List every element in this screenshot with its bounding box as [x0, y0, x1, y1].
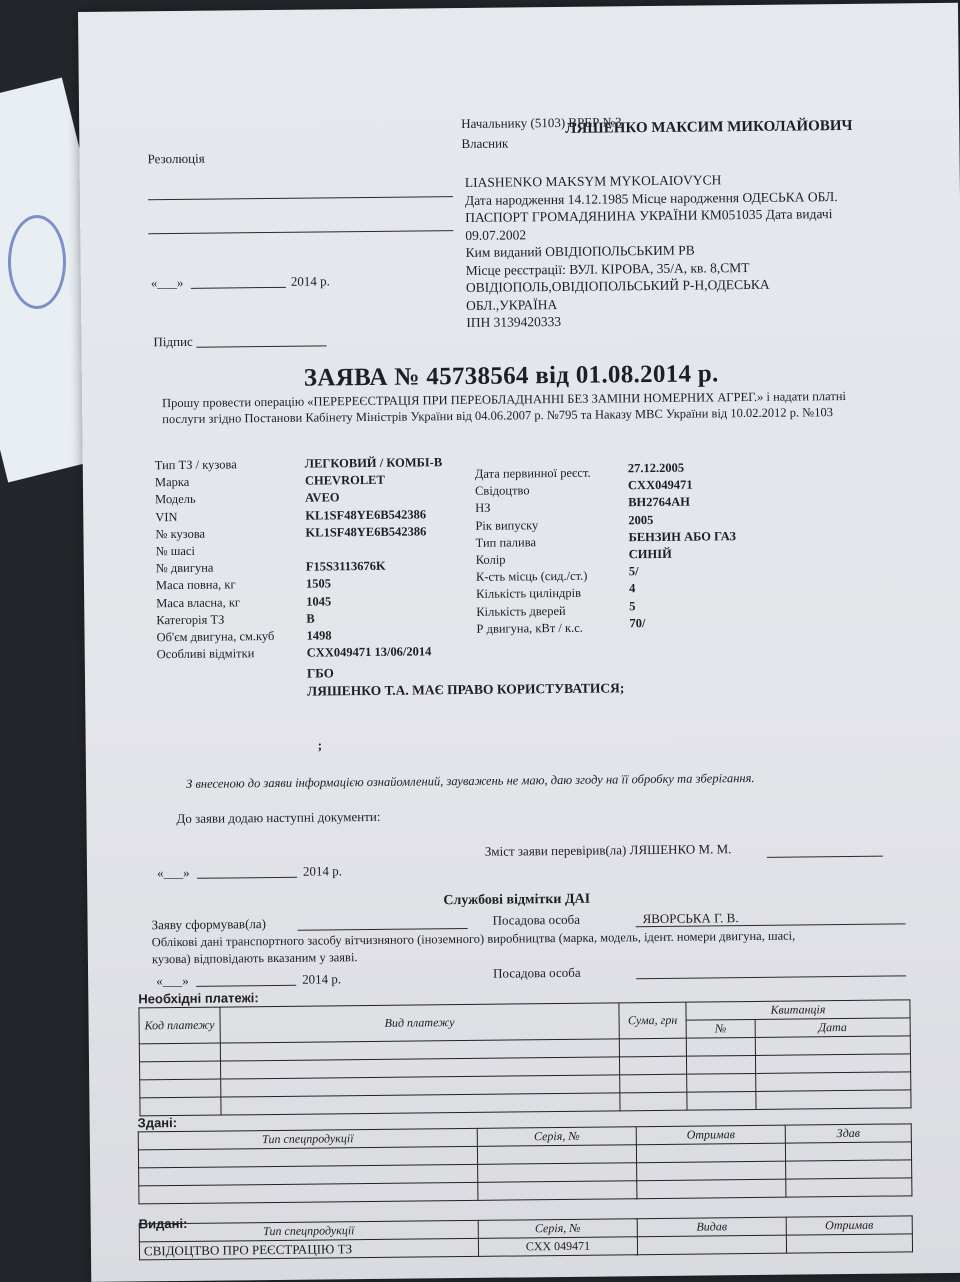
payments-header-code: Код платежу: [139, 1007, 220, 1044]
vehicle-label: № кузова: [155, 526, 206, 541]
vehicle-value: KL1SF48YE6B542386: [305, 506, 427, 523]
vehicle-label: Тип палива: [475, 534, 537, 550]
vehicle-label: К-сть місць (сид./ст.): [475, 568, 588, 584]
vehicle-label: Кількість дверей: [476, 603, 566, 619]
owner-detail-line: ПАСПОРТ ГРОМАДЯНИНА УКРАЇНИ КМ051035 Дата видачі: [465, 206, 833, 225]
vehicle-label: Маса власна, кг: [156, 594, 241, 610]
vehicle-label: Об'єм двигуна, см.куб: [156, 628, 275, 645]
vehicle-value: 1045: [306, 593, 332, 609]
date-year-2: 2014 р.: [302, 863, 343, 879]
resolution-date-year: 2014 р.: [290, 273, 330, 289]
resolution-date-day: «___»: [150, 274, 184, 291]
payments-header-type: Вид платежу: [220, 1003, 619, 1043]
vehicle-value: CXX049471: [627, 477, 693, 493]
issued-header-type: Тип спецпродукції: [139, 1220, 478, 1242]
vehicle-value: B: [306, 611, 315, 626]
owner-detail-line: ОВІДІОПОЛЬ,ОВІДІОПОЛЬСЬКИЙ Р-Н,ОДЕСЬКА: [465, 276, 770, 295]
date-day-2: «___»: [156, 864, 190, 881]
vehicle-label: № двигуна: [155, 560, 214, 576]
vehicle-value: СИНІЙ: [628, 546, 672, 562]
vehicle-label: Р двигуна, кВт / к.с.: [476, 620, 583, 636]
vehicle-value: [306, 540, 486, 559]
payments-header-sum: Сума, грн: [619, 1002, 686, 1039]
issued-header-issued: Видав: [637, 1217, 786, 1237]
owner-label: Власник: [461, 135, 509, 151]
vehicle-label: Модель: [155, 492, 196, 507]
handed-header-received: Отримав: [636, 1125, 785, 1145]
payments-header-number: №: [686, 1019, 755, 1038]
handed-header-handed: Здав: [785, 1124, 911, 1143]
checked-signature-line: [767, 856, 883, 858]
vehicle-value: F15S3113676K: [305, 558, 386, 574]
gai-official-line-2: [636, 975, 906, 979]
attachments-text: До заяви додаю наступні документи:: [176, 808, 381, 827]
gai-title: Службові відмітки ДАІ: [443, 891, 591, 909]
vehicle-value: 27.12.2005: [627, 460, 685, 476]
resolution-line-2: [148, 230, 453, 234]
vehicle-label: Категорія ТЗ: [156, 612, 225, 627]
resolution-label: Резолюція: [147, 150, 205, 167]
gai-official-label: Посадова особа: [492, 911, 581, 928]
vehicle-value: 1498: [306, 628, 332, 643]
owner-detail-line: 09.07.2002: [465, 226, 527, 243]
signature-line: [197, 345, 327, 347]
note-line-3: ;: [317, 737, 323, 753]
vehicle-value: ЛЕГКОВИЙ / КОМБІ-В: [304, 455, 443, 471]
vehicle-value: 5/: [628, 564, 639, 579]
note-line-1: ГБО: [306, 665, 334, 681]
gai-date-line: [196, 985, 296, 987]
handed-header-type: Тип спецпродукції: [138, 1128, 477, 1150]
vehicle-value: 70/: [629, 615, 646, 630]
vehicle-values-right: [628, 458, 810, 632]
vehicle-label: Марка: [154, 475, 190, 490]
vehicle-value: 2005: [628, 512, 654, 527]
gai-date-year: 2014 р.: [302, 971, 342, 987]
vehicle-value: CXX049471 13/06/2014: [306, 644, 432, 660]
gai-date-day: «___»: [156, 972, 189, 989]
vehicle-value: KL1SF48YE6B542386: [305, 524, 427, 540]
vehicle-label: Дата первинної реєст.: [474, 465, 591, 481]
vehicle-label: Тип ТЗ / кузова: [154, 457, 237, 473]
signature-label: Підпис: [153, 333, 193, 350]
issued-row-series: CXX 049471: [478, 1237, 637, 1257]
resolution-date-line: [191, 287, 286, 289]
consent-text: З внесеною до заяви інформацією ознайомлений, зауважень не маю, даю згоду на її обробку та зберігання.: [186, 770, 755, 791]
checked-text: Зміст заяви перевірив(ла) ЛЯШЕНКО М. М.: [484, 841, 732, 859]
owner-detail-line: ІПН 3139420333: [466, 313, 562, 330]
vehicle-value: 1505: [305, 576, 332, 591]
payments-header-receipt: Квитанція: [686, 1000, 910, 1020]
issued-row-type: СВІДОЦТВО ПРО РЕЄСТРАЦІЮ ТЗ: [139, 1238, 478, 1260]
issued-label: Видані:: [138, 1215, 188, 1232]
owner-detail-line: Дата народження 14.12.1985 Місце народження ОДЕСЬКА ОБЛ.: [464, 188, 838, 208]
vehicle-label: VIN: [155, 509, 178, 524]
owner-detail-line: Ким виданий ОВІДІОПОЛЬСЬКИМ РВ: [465, 242, 695, 260]
gai-account-text-2: кузова) відповідають вказаним у заяві.: [151, 950, 358, 967]
background-stamp: [8, 215, 66, 309]
owner-detail-line: LIASHENKO MAKSYM MYKOLAIOVYCH: [464, 172, 722, 190]
owner-details: [465, 170, 887, 332]
handed-label: Здані:: [137, 1115, 178, 1131]
note-line-2: ЛЯШЕНКО Т.А. МАЄ ПРАВО КОРИСТУВАТИСЯ;: [307, 680, 625, 699]
vehicle-label: Колір: [475, 552, 506, 567]
payments-table: [138, 999, 911, 1116]
owner-detail-line: Місце реєстрації: ВУЛ. КІРОВА, 35/А, кв. 8,СМТ: [465, 259, 750, 278]
gai-official-name: ЯВОРСЬКА Г. В.: [642, 910, 739, 927]
gai-official-label-2: Посадова особа: [493, 964, 581, 981]
chief-line: Начальнику (5103) ВРЕР №3: [461, 114, 622, 131]
handed-header-series: Серія, №: [477, 1127, 636, 1147]
payments-header-date: Дата: [755, 1018, 910, 1038]
owner-detail-line: ОБЛ.,УКРАЇНА: [466, 296, 558, 313]
vehicle-label: Кількість циліндрів: [476, 586, 582, 602]
gai-formed-label: Заяву сформував(ла): [151, 916, 267, 933]
vehicle-label: Свідоцтво: [474, 483, 530, 499]
vehicle-labels-right: [475, 464, 627, 637]
vehicle-values-left: [305, 454, 487, 662]
gai-formed-line: [298, 928, 468, 931]
handed-table: [138, 1123, 913, 1204]
vehicle-label: НЗ: [475, 501, 491, 516]
vehicle-label: № шасі: [155, 543, 195, 559]
vehicle-value: BH2764AH: [628, 494, 691, 510]
application-title: ЗАЯВА № 45738564 від 01.08.2014 р.: [303, 360, 719, 392]
issued-header-series: Серія, №: [478, 1219, 637, 1239]
owner-name: ЛЯШЕНКО МАКСИМ МИКОЛАЙОВИЧ: [565, 117, 853, 137]
vehicle-label: Особливі відмітки: [156, 646, 255, 662]
gai-account-text-1: Облікові дані транспортного засобу вітчизняного (іноземного) виробництва (марка, модель, ідент. номери двигуна, шасі,: [151, 928, 796, 950]
vehicle-value: БЕНЗИН АБО ГАЗ: [628, 528, 737, 545]
issued-header-received: Отримав: [786, 1216, 912, 1235]
intro-text: Прошу провести операцію «ПЕРЕРЕЄСТРАЦІЯ ПРИ ПЕРЕОБЛАДНАННІ БЕЗ ЗАМІНИ НОМЕРНИХ АГРЕГ.» і надати платні послуги згідно Постанови Кабінету Міністрів України від 04.06.2007 р. №795 та Наказу МВС України від 10.02.2012 р. №103: [162, 388, 847, 427]
application-document: [78, 3, 960, 1282]
vehicle-value: AVEO: [305, 490, 340, 506]
vehicle-label: Рік випуску: [475, 517, 539, 533]
vehicle-labels-left: [155, 456, 307, 664]
date-line-2: [197, 877, 297, 879]
resolution-line-1: [148, 196, 453, 200]
vehicle-value: 5: [629, 598, 636, 613]
vehicle-value: 4: [628, 581, 636, 596]
vehicle-value: CHEVROLET: [304, 473, 385, 488]
vehicle-label: Маса повна, кг: [155, 577, 236, 593]
payments-label: Необхідні платежі:: [138, 990, 259, 1007]
issued-table: [139, 1215, 913, 1260]
